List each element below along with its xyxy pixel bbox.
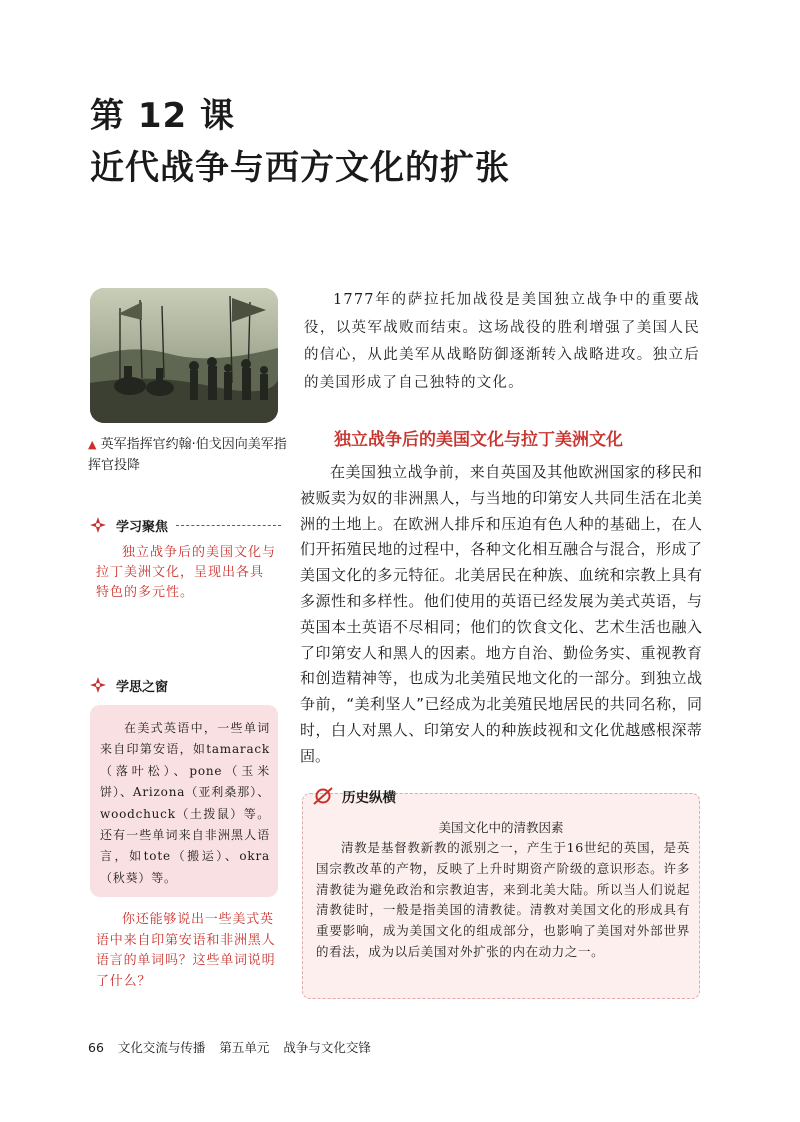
focus-header bbox=[90, 514, 281, 536]
intro-paragraph: 1777年的萨拉托加战役是美国独立战争中的重要战役，以英军战败而结束。这场战役的胜利增强了美国人民的信心，从此美军从战略防御逐渐转入战略进攻。独立后的美国形成了自己独特的文化。 bbox=[304, 292, 700, 391]
focus-title: 学习聚焦 bbox=[116, 519, 169, 535]
surrender-illustration bbox=[90, 288, 278, 423]
flower-icon bbox=[90, 677, 106, 693]
history-title: 历史纵横 bbox=[342, 790, 396, 806]
flower-icon bbox=[90, 517, 106, 533]
triangle-icon: ▲ bbox=[88, 438, 97, 451]
section-heading: 独立战争后的美国文化与拉丁美洲文化 bbox=[334, 430, 623, 450]
history-subtitle: 美国文化中的清教因素 bbox=[438, 820, 564, 835]
page-footer bbox=[88, 1038, 381, 1056]
window-header bbox=[90, 674, 168, 696]
history-icon bbox=[312, 787, 334, 805]
window-question: 你还能够说出一些美式英语中来自印第安语和非洲黑人语言的单词吗？这些单词说明了什么？ bbox=[96, 912, 276, 989]
illustration-drawing bbox=[90, 288, 278, 423]
figure-caption bbox=[88, 434, 288, 476]
section-body: 在美国独立战争前，来自英国及其他欧洲国家的移民和被贩卖为奴的非洲黑人，与当地的印第安人共同生活在北美洲的土地上。在欧洲人排斥和压迫有色人种的基础上，在人们开拓殖民地的过程中，各种文化相互融合与混合，形成了美国文化的多元特征。北美居民在种族、血统和宗教上具有多源性和多样性。他们使用的英语已经发展为美式英语，与英国本土英语不尽相同；他们的饮食文化、艺术生活也融入了印第安人和黑人的因素。地方自治、勤俭务实、重视教育和创造精神等，也成为北美殖民地文化的一部分。到独立战争前，“美利坚人”已经成为北美殖民地居民的共同名称，同时，白人对黑人、印第安人的种族歧视和文化优越感根深蒂固。 bbox=[300, 463, 702, 765]
window-text: 在美式英语中，一些单词来自印第安语，如tamarack（落叶松）、pone（玉米饼）、Arizona（亚利桑那）、woodchuck（土拨鼠）等。还有一些单词来自非洲黑人语言，如tote（搬运）、okra（秋葵）等。 bbox=[100, 721, 270, 885]
lesson-title: 近代战争与西方文化的扩张 bbox=[90, 148, 510, 188]
lesson-number: 第 12 课 bbox=[90, 96, 235, 136]
caption-text: 英军指挥官约翰·伯戈因向美军指挥官投降 bbox=[88, 437, 287, 473]
history-header bbox=[312, 786, 396, 806]
focus-text: 独立战争后的美国文化与拉丁美洲文化，呈现出各具特色的多元性。 bbox=[96, 545, 277, 600]
unit-label: 第五单元 bbox=[219, 1040, 270, 1055]
unit-title: 战争与文化交锋 bbox=[283, 1040, 371, 1055]
book-title: 文化交流与传播 bbox=[117, 1040, 206, 1055]
page-number: 66 bbox=[88, 1040, 104, 1055]
divider bbox=[176, 525, 281, 526]
history-text: 清教是基督教新教的派别之一，产生于16世纪的英国，是英国宗教改革的产物，反映了上升时期资产阶级的意识形态。许多清教徒为避免政治和宗教迫害，来到北美大陆。所以当人们说起清教徒时，一般是指美国的清教徒。清教对美国文化的形成具有重要影响，成为美国文化的组成部分，也影响了美国对外部世界的看法，成为以后美国对外扩张的内在动力之一。 bbox=[316, 840, 690, 959]
window-title: 学思之窗 bbox=[116, 679, 169, 695]
